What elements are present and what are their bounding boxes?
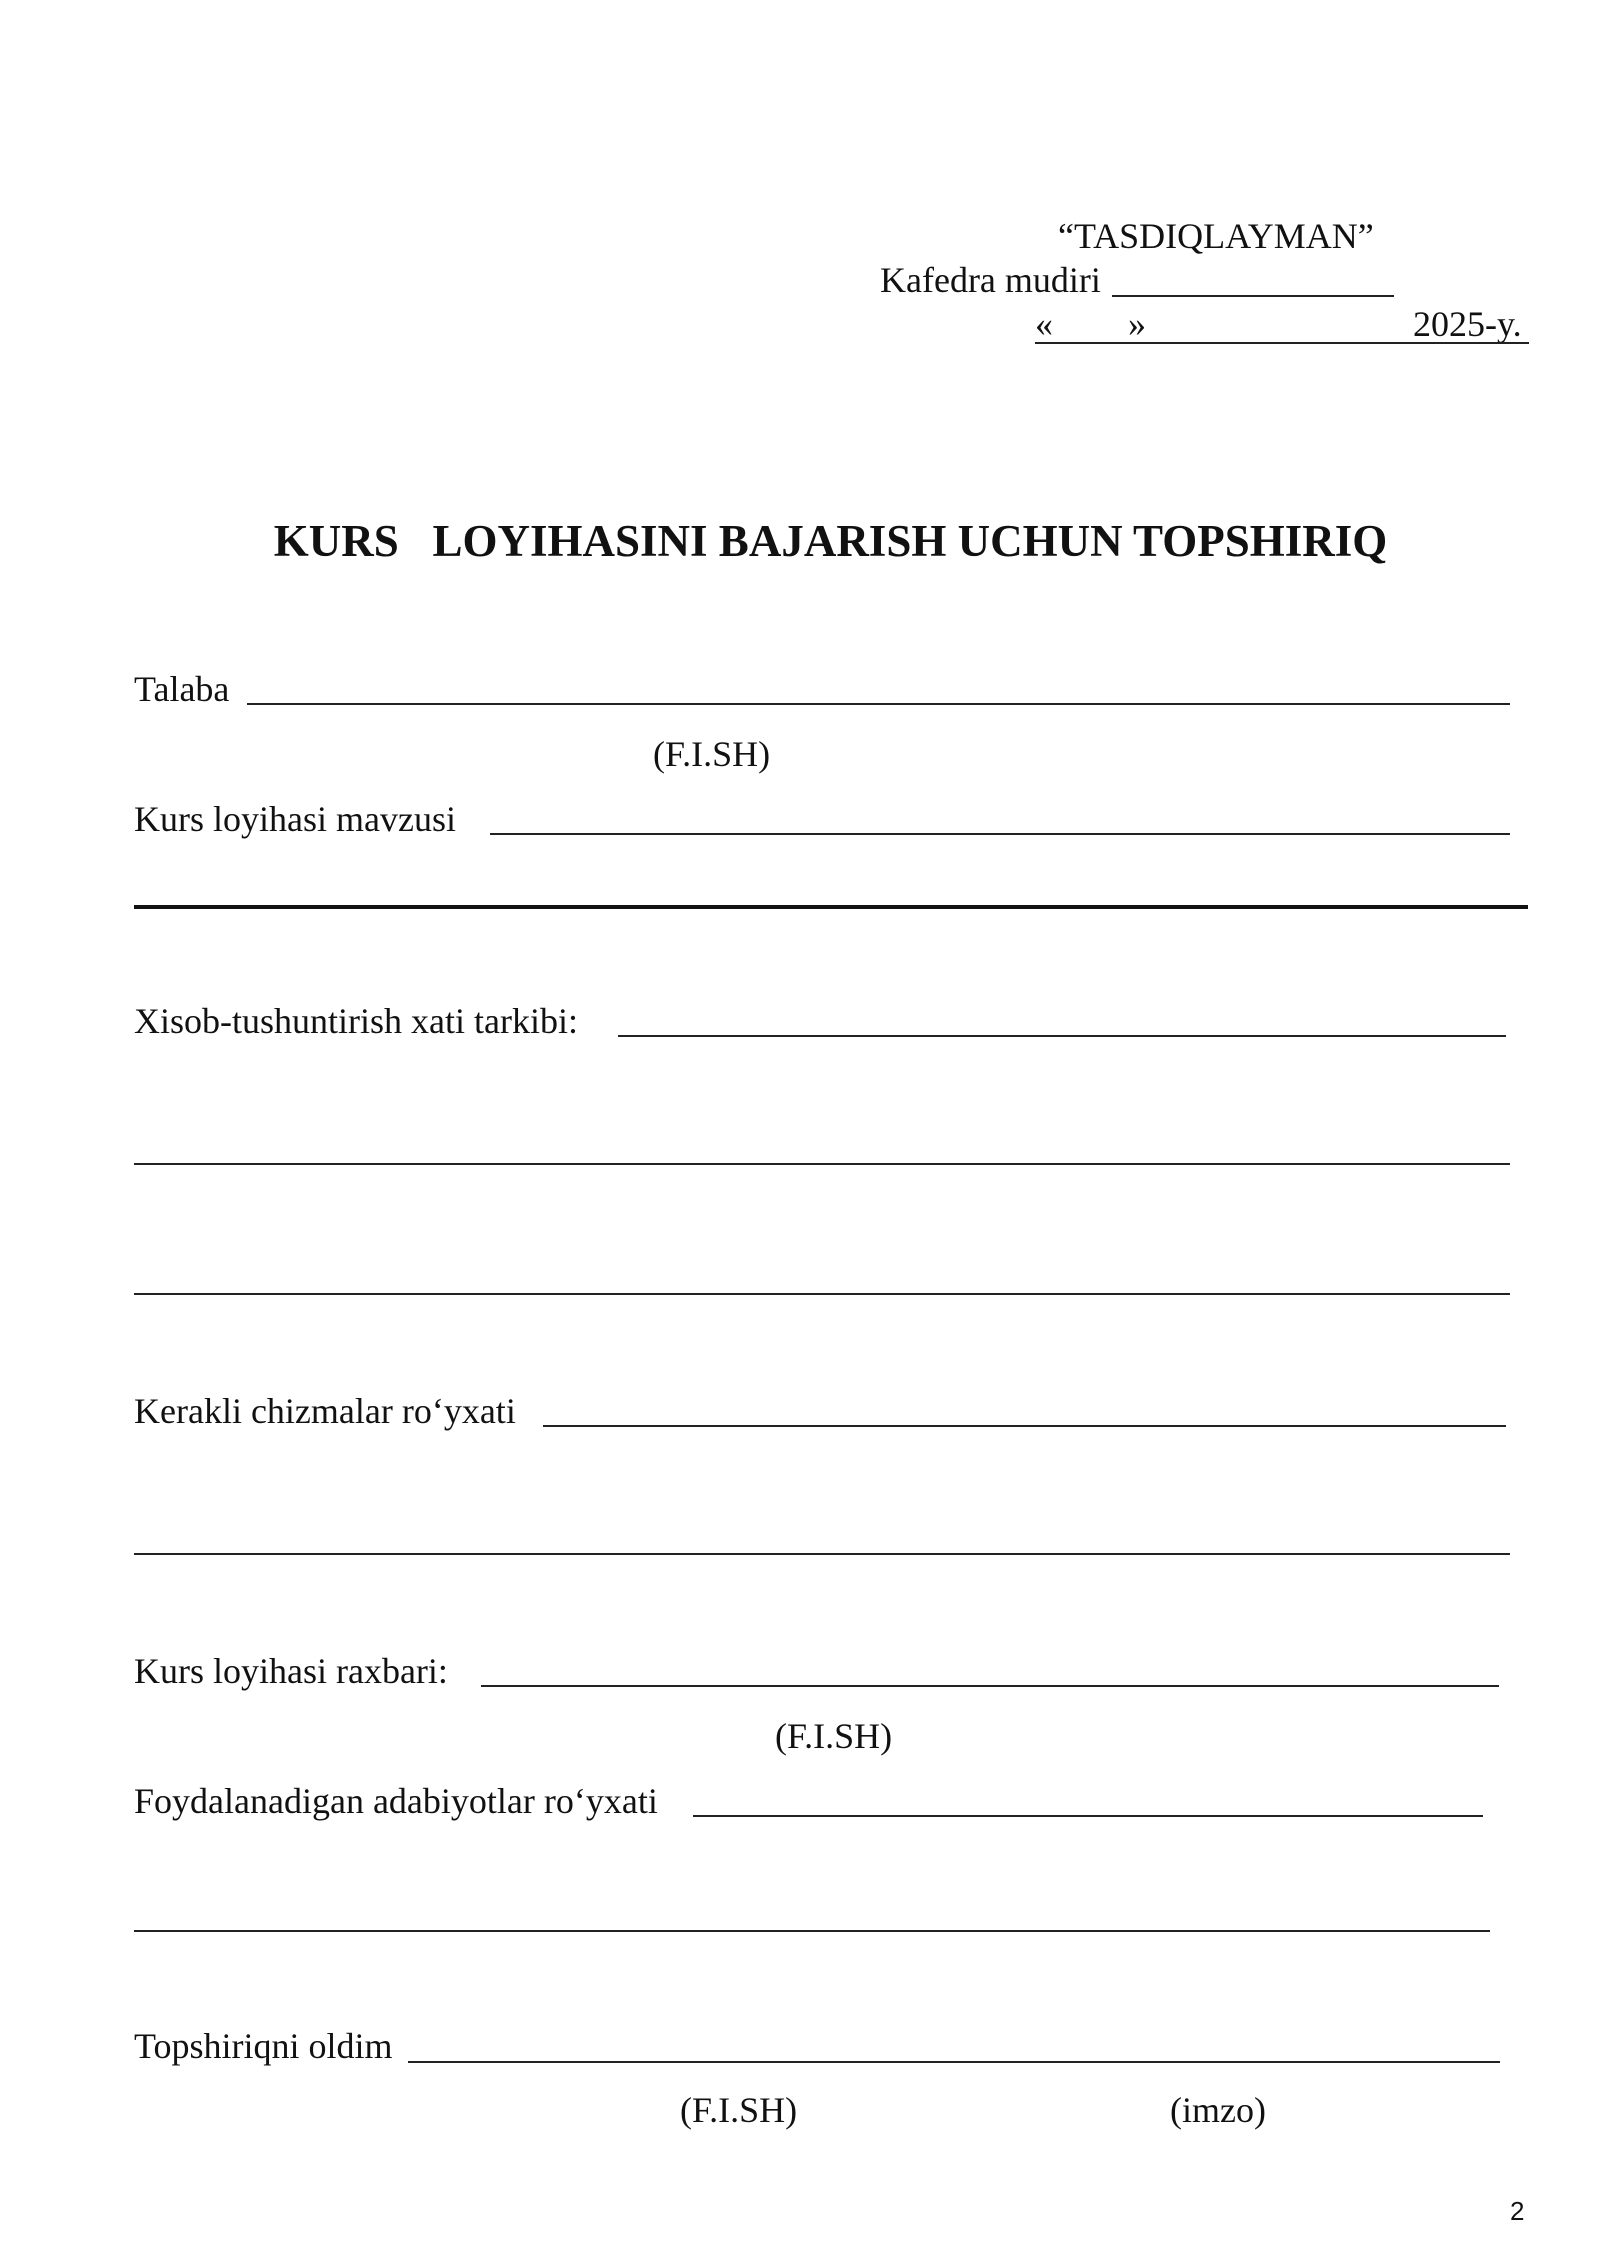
approval-date-line <box>1035 342 1529 344</box>
report-contents-label: Xisob-tushuntirish xati tarkibi: <box>134 1001 578 1041</box>
date-open-quote: « <box>1035 304 1053 344</box>
supervisor-label: Kurs loyihasi raxbari: <box>134 1651 448 1691</box>
student-label: Talaba <box>134 669 230 709</box>
drawings-list-line-2 <box>134 1553 1510 1555</box>
signature-caption: (imzo) <box>1170 2090 1266 2130</box>
page-title: KURS LOYIHASINI BAJARISH UCHUN TOPSHIRIQ <box>273 516 1388 566</box>
received-label: Topshiriqni oldim <box>134 2026 393 2066</box>
report-contents-line <box>618 1035 1506 1037</box>
head-signature-line <box>1112 295 1394 297</box>
date-close-quote: » <box>1128 304 1146 344</box>
topic-label: Kurs loyihasi mavzusi <box>134 799 456 839</box>
drawings-list-line <box>543 1425 1506 1427</box>
approval-heading: “TASDIQLAYMAN” <box>1058 216 1374 256</box>
received-fish-caption: (F.I.SH) <box>680 2090 798 2130</box>
approval-year: 2025-y. <box>1413 304 1522 344</box>
topic-continuation-line <box>134 905 1528 909</box>
received-line <box>408 2061 1500 2063</box>
literature-list-line-2 <box>134 1930 1490 1932</box>
topic-line <box>490 833 1510 835</box>
supervisor-fish-caption: (F.I.SH) <box>775 1716 893 1756</box>
supervisor-line <box>481 1685 1499 1687</box>
literature-list-label: Foydalanadigan adabiyotlar ro‘yxati <box>134 1781 658 1821</box>
report-contents-line-3 <box>134 1293 1510 1295</box>
page-number: 2 <box>1510 2196 1525 2226</box>
literature-list-line <box>693 1815 1483 1817</box>
head-of-department-label: Kafedra mudiri <box>880 260 1101 300</box>
report-contents-line-2 <box>134 1163 1510 1165</box>
student-name-line <box>247 703 1510 705</box>
student-fish-caption: (F.I.SH) <box>653 734 771 774</box>
drawings-list-label: Kerakli chizmalar ro‘yxati <box>134 1391 516 1431</box>
